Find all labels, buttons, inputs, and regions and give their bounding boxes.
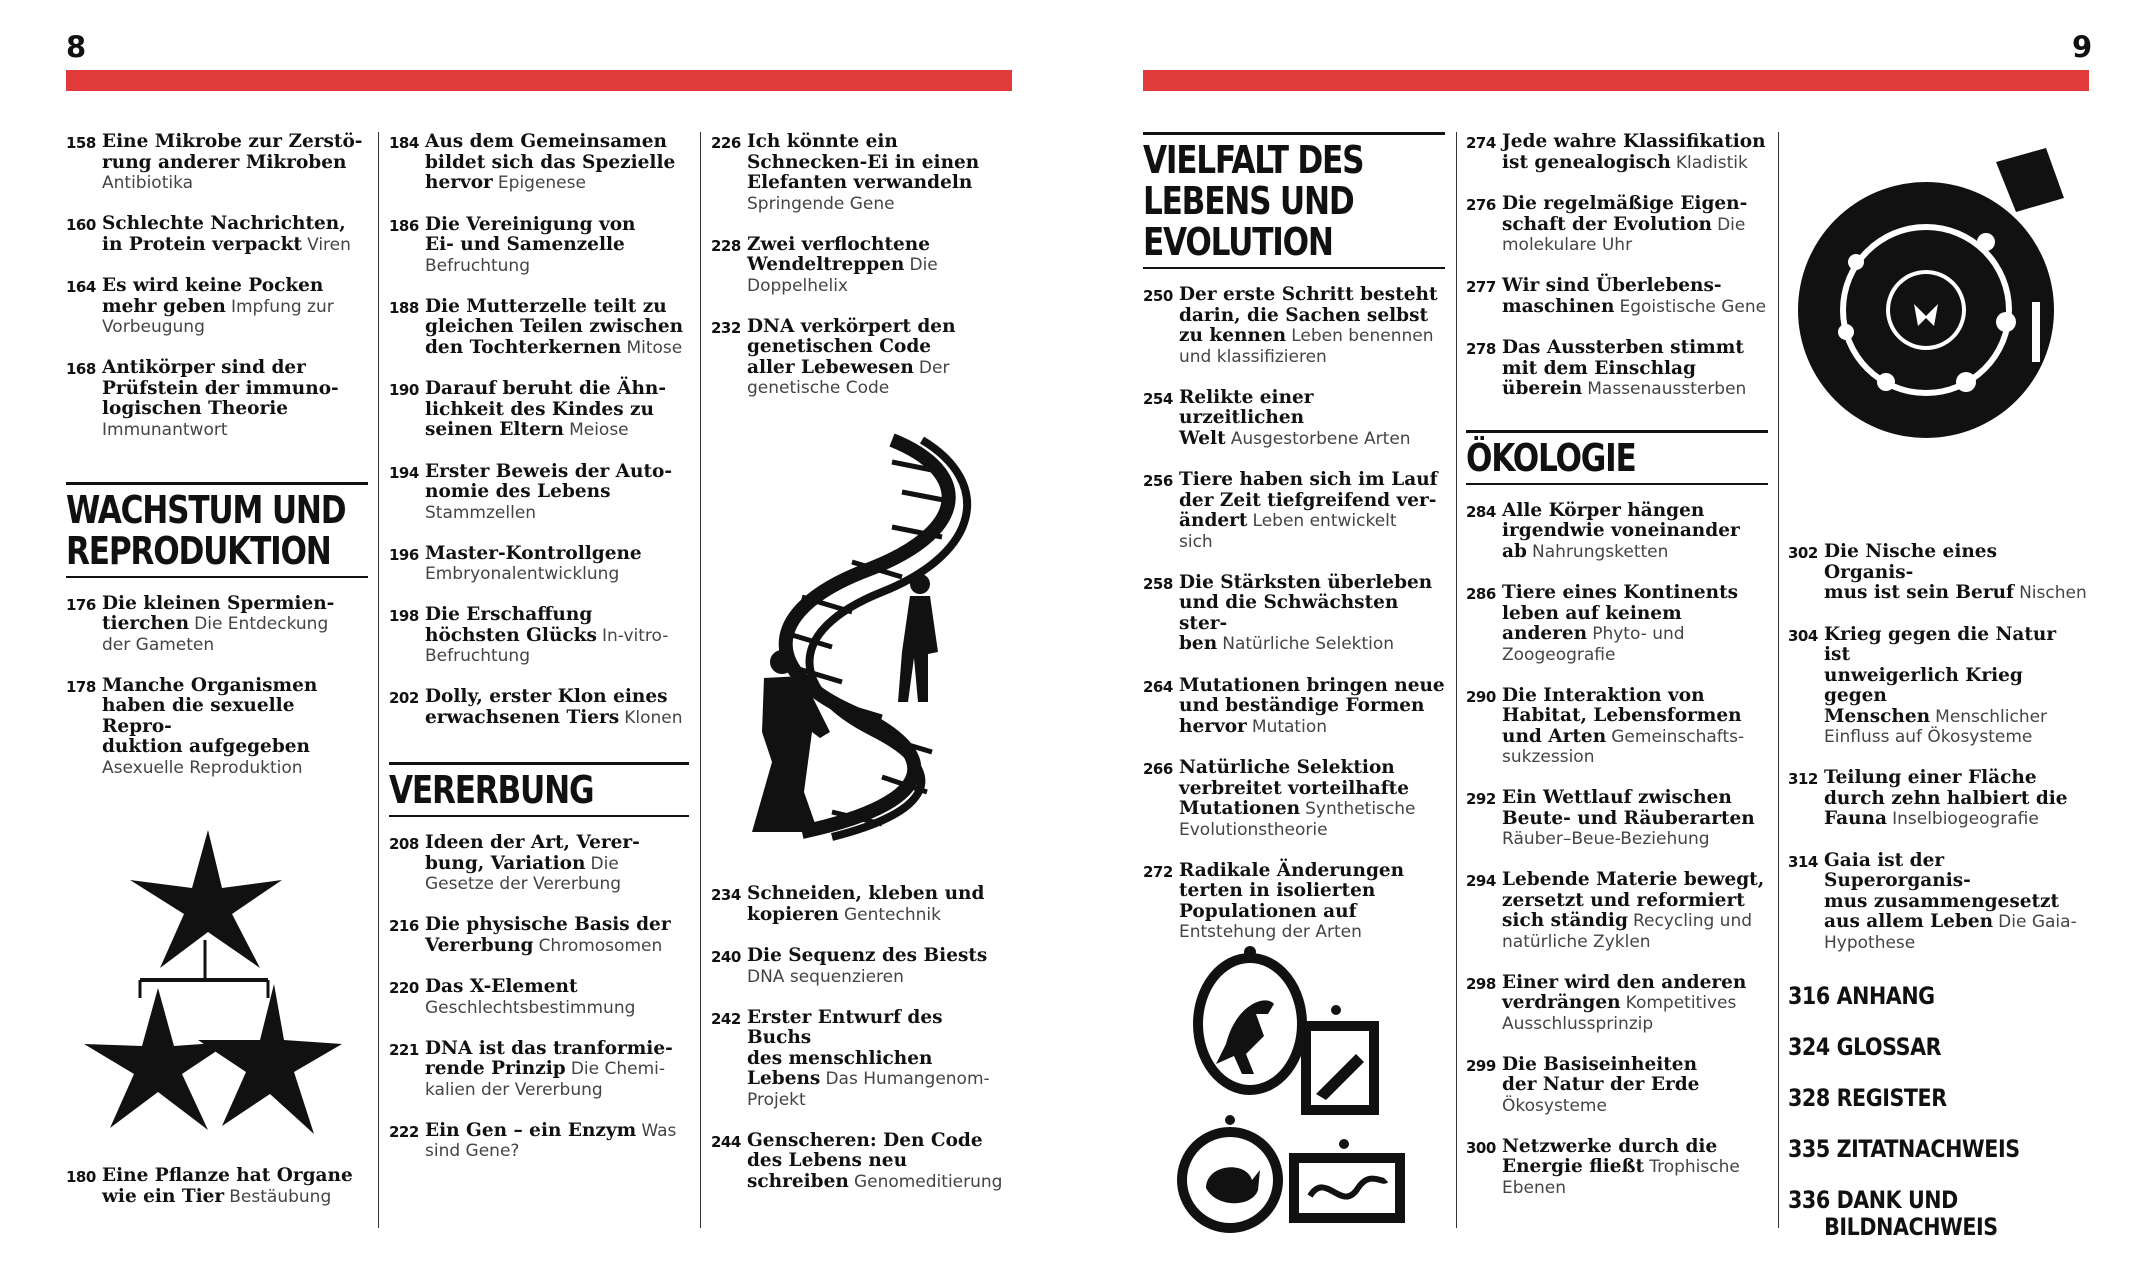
toc-entry-subtitle: Die Doppelhelix <box>747 255 938 296</box>
toc-entry-subtitle: Impfung zur Vorbeugung <box>102 296 334 337</box>
toc-entry-subtitle: Nischen <box>2019 583 2087 603</box>
toc-entry[interactable] <box>1466 973 1768 1034</box>
dna-staircase-illustration <box>742 432 982 842</box>
back-matter-page-number: 328 <box>1788 1083 1830 1112</box>
toc-entry-title: Die Sequenz des Biests <box>747 945 988 966</box>
toc-entry-subtitle: Das Humangenom-Projekt <box>747 1069 990 1110</box>
toc-entry[interactable] <box>1466 870 1768 952</box>
toc-page-number: 198 <box>389 607 419 625</box>
framed-animals-illustration <box>1176 944 1426 1234</box>
toc-page-number: 240 <box>711 948 741 966</box>
toc-page-number: 221 <box>389 1040 419 1059</box>
toc-entry-title: Eine Pflanze hat Organe wie ein Tier <box>102 1165 353 1207</box>
entry-list <box>1143 285 1445 942</box>
toc-entry[interactable] <box>1466 132 1768 173</box>
red-rule-left <box>66 70 1012 91</box>
toc-page-number: 302 <box>1788 544 1818 562</box>
toc-entry-subtitle: Antibiotika <box>102 173 194 193</box>
toc-entry[interactable] <box>1466 686 1768 768</box>
page-number-right: 9 <box>2072 30 2093 64</box>
toc-entry[interactable] <box>1143 676 1445 738</box>
toc-entry-title: Der erste Schritt besteht darin, die Sachen selbst zu kennen <box>1179 284 1438 346</box>
toc-entry-title: Genscheren: Den Code des Lebens neu schreiben <box>747 1129 983 1192</box>
section-heading-vererbung: VERERBUNG <box>389 762 689 817</box>
toc-entry-title: Die kleinen Spermien- tierchen <box>102 592 335 634</box>
toc-entry-subtitle: Menschlicher Einfluss auf Ökosysteme <box>1824 706 2048 747</box>
column-divider <box>700 132 701 1228</box>
toc-page-number: 294 <box>1466 872 1496 890</box>
toc-entry[interactable] <box>1143 285 1445 367</box>
back-matter-list <box>1788 983 2088 1241</box>
toc-entry-title: Ein Gen – ein Enzym <box>425 1119 637 1141</box>
back-matter-label: GLOSSAR <box>1836 1032 1942 1061</box>
toc-entry-subtitle: Ausgestorbene Arten <box>1230 428 1411 449</box>
toc-entry-title: Relikte einer urzeitlichen Welt <box>1179 386 1314 449</box>
toc-entry[interactable] <box>711 235 1011 296</box>
back-matter-entry[interactable] <box>1788 1034 2046 1061</box>
section-heading-wachstum: WACHSTUM UND REPRODUKTION <box>66 482 368 578</box>
toc-entry[interactable] <box>711 132 1011 214</box>
toc-entry-title: Tiere haben sich im Lauf der Zeit tiefgreifend ver- ändert <box>1179 469 1438 531</box>
toc-page-number: 299 <box>1466 1056 1496 1075</box>
toc-entry-title: Es wird keine Pocken mehr geben <box>102 275 324 317</box>
toc-entry-title: Antikörper sind der Prüfstein der immuno- logischen Theorie <box>102 357 339 419</box>
toc-page-number: 284 <box>1466 502 1496 521</box>
column-divider <box>1778 132 1779 1228</box>
toc-entry-subtitle: Nahrungsketten <box>1532 541 1669 562</box>
toc-page-number: 180 <box>66 1168 96 1186</box>
column-1-bottom <box>66 1166 368 1228</box>
toc-entry-title: Einer wird den anderen verdrängen <box>1502 971 1747 1013</box>
toc-entry-subtitle: Springende Gene <box>747 193 895 214</box>
entry-list <box>711 132 1011 398</box>
toc-page-number: 164 <box>66 278 96 296</box>
toc-entry[interactable] <box>389 544 689 585</box>
toc-entry-subtitle: Epigenese <box>497 173 586 193</box>
toc-entry-subtitle: Natürliche Selektion <box>1222 634 1395 654</box>
toc-entry-title: Erster Beweis der Auto- nomie des Lebens <box>425 460 673 502</box>
toc-page-number: 194 <box>389 463 419 482</box>
toc-entry-title: Die regelmäßige Eigen- schaft der Evolution <box>1502 193 1748 235</box>
toc-page-number: 220 <box>389 979 419 997</box>
toc-entry[interactable] <box>711 1008 1011 1110</box>
toc-entry[interactable] <box>66 358 368 440</box>
toc-page-number: 190 <box>389 381 419 399</box>
toc-entry[interactable] <box>66 1166 368 1207</box>
toc-entry-title: Schneiden, kleben und kopieren <box>747 883 985 925</box>
toc-entry-subtitle: Egoistische Gene <box>1619 296 1767 317</box>
toc-entry-subtitle: Leben entwickelt sich <box>1179 511 1397 552</box>
toc-entry[interactable] <box>389 1121 689 1162</box>
toc-entry-subtitle: Asexuelle Reproduktion <box>102 757 303 778</box>
toc-page-number: 188 <box>389 298 419 317</box>
toc-entry-title: Manche Organismen haben die sexuelle Repro- duktion aufgegeben <box>102 674 318 757</box>
back-matter-label-line2: BILDNACHWEIS <box>1824 1212 1998 1241</box>
toc-entry-title: Die Mutterzelle teilt zu gleichen Teilen zwischen den Tochterkernen <box>425 295 684 358</box>
toc-page-number: 244 <box>711 1132 741 1151</box>
toc-entry[interactable] <box>389 915 689 956</box>
toc-entry-subtitle: Mitose <box>626 337 683 358</box>
toc-page-number: 216 <box>389 917 419 935</box>
entry-list <box>389 833 689 1161</box>
toc-page-number: 258 <box>1143 574 1173 593</box>
toc-page-number: 160 <box>66 216 96 234</box>
toc-page-number: 276 <box>1466 196 1496 214</box>
toc-page-number: 266 <box>1143 760 1173 778</box>
toc-entry[interactable] <box>1788 768 2088 830</box>
toc-entry[interactable] <box>66 276 368 337</box>
back-matter-entry[interactable] <box>1788 1085 2046 1112</box>
toc-page-number: 158 <box>66 134 96 152</box>
toc-page-number: 277 <box>1466 278 1496 296</box>
toc-entry[interactable] <box>389 132 689 194</box>
toc-entry-subtitle: Phyto- und Zoogeografie <box>1502 624 1685 665</box>
toc-entry-title: Die Basiseinheiten der Natur der Erde <box>1502 1053 1700 1095</box>
toc-entry[interactable] <box>66 214 368 255</box>
toc-entry-subtitle: Der genetische Code <box>747 357 950 398</box>
toc-entry[interactable] <box>66 132 368 193</box>
toc-entry-title: Die physische Basis der Vererbung <box>425 914 671 956</box>
toc-entry-subtitle: DNA sequenzieren <box>747 966 904 987</box>
entry-list <box>1466 132 1768 400</box>
toc-entry[interactable] <box>1143 573 1445 655</box>
toc-entry-title: Die Erschaffung höchsten Glücks <box>425 604 597 646</box>
toc-entry-subtitle: Viren <box>307 234 351 255</box>
toc-entry-subtitle: Embryonalentwicklung <box>425 564 620 584</box>
toc-entry-subtitle: Synthetische Evolutionstheorie <box>1179 799 1416 840</box>
toc-entry-title: Netzwerke durch die Energie fließt <box>1502 1135 1718 1177</box>
toc-entry[interactable] <box>389 605 689 666</box>
back-matter-page-number: 316 <box>1788 981 1830 1010</box>
toc-page-number: 298 <box>1466 974 1496 993</box>
toc-entry-title: Wir sind Überlebens- maschinen <box>1502 275 1722 317</box>
toc-entry-subtitle: Die Gaia-Hypothese <box>1824 912 2077 953</box>
entry-list <box>66 1166 368 1207</box>
toc-entry-title: Die Vereinigung von Ei- und Samenzelle <box>425 213 636 255</box>
toc-entry-title: Das X-Element <box>425 976 578 997</box>
toc-entry-title: DNA ist das tranformie- rende Prinzip <box>425 1037 673 1079</box>
toc-page-number: 242 <box>711 1009 741 1028</box>
toc-entry-title: Erster Entwurf des Buchs des menschlichen Lebens <box>747 1006 943 1089</box>
toc-entry-title: Alle Körper hängen irgendwie voneinander ab <box>1502 499 1740 562</box>
toc-entry-subtitle: Klonen <box>624 707 683 728</box>
toc-page-number: 232 <box>711 318 741 337</box>
toc-entry-title: Krieg gegen die Natur ist unweigerlich Krieg gegen Menschen <box>1824 623 2057 727</box>
toc-entry-subtitle: Die Gesetze der Vererbung <box>425 853 622 894</box>
toc-page-number: 264 <box>1143 677 1173 696</box>
toc-entry-subtitle: Chromosomen <box>538 935 663 956</box>
toc-entry-title: Die Interaktion von Habitat, Lebensformen und Arten <box>1502 684 1742 747</box>
toc-entry-subtitle: Gentechnik <box>843 904 941 925</box>
back-matter-label: REGISTER <box>1836 1083 1947 1112</box>
toc-entry[interactable] <box>389 297 689 359</box>
back-matter-label: ANHANG <box>1836 981 1935 1010</box>
entry-list <box>1788 542 2088 953</box>
toc-entry-title: Tiere eines Kontinents leben auf keinem anderen <box>1502 582 1739 644</box>
toc-entry-subtitle: Inselbiogeografie <box>1892 809 2039 829</box>
column-5 <box>1466 132 1768 1219</box>
toc-page-number: 228 <box>711 236 741 255</box>
column-4 <box>1143 132 1445 963</box>
toc-page-number: 256 <box>1143 472 1173 490</box>
toc-entry-title: Jede wahre Klassifikation ist genealogisch <box>1502 131 1766 173</box>
toc-entry-subtitle: Die Chemi- kalien der Vererbung <box>425 1059 666 1100</box>
toc-entry-subtitle: Genomeditierung <box>853 1171 1003 1192</box>
toc-page-number: 304 <box>1788 626 1818 645</box>
toc-entry[interactable] <box>1788 542 2088 604</box>
toc-entry[interactable] <box>389 687 689 728</box>
column-3-bottom <box>711 884 1011 1213</box>
column-divider <box>378 132 379 1228</box>
toc-page-number: 176 <box>66 595 96 614</box>
toc-entry[interactable] <box>66 594 368 655</box>
toc-entry-subtitle: Was sind Gene? <box>425 1120 677 1161</box>
toc-entry-title: Mutationen bringen neue und beständige Formen hervor <box>1179 674 1445 737</box>
toc-entry-title: Die Nische eines Organis- mus ist sein Beruf <box>1824 541 2014 603</box>
toc-entry-subtitle: Immunantwort <box>102 419 228 440</box>
toc-page-number: 300 <box>1466 1138 1496 1157</box>
page-number-left: 8 <box>66 30 87 64</box>
toc-entry[interactable] <box>1466 501 1768 563</box>
toc-entry-subtitle: Kompetitives Ausschlussprinzip <box>1502 993 1737 1034</box>
toc-entry[interactable] <box>1466 1137 1768 1198</box>
toc-entry-title: Eine Mikrobe zur Zerstö- rung anderer Mikroben <box>102 131 363 173</box>
toc-page-number: 196 <box>389 545 419 564</box>
toc-entry-subtitle: Die molekulare Uhr <box>1502 214 1746 255</box>
back-matter-entry[interactable] <box>1788 983 2046 1010</box>
toc-page-number: 290 <box>1466 687 1496 706</box>
toc-entry-subtitle: Leben benennen und klassifizieren <box>1179 326 1434 367</box>
toc-entry[interactable] <box>389 1039 689 1100</box>
toc-page-number: 250 <box>1143 287 1173 305</box>
toc-entry-title: Radikale Änderungen terten in isolierten Populationen auf <box>1179 859 1405 922</box>
toc-entry[interactable] <box>389 215 689 276</box>
toc-entry-title: Gaia ist der Superorganis- mus zusammengesetzt aus allem Leben <box>1824 849 2060 932</box>
column-3 <box>711 132 1011 419</box>
back-matter-label: DANK UND <box>1836 1185 1958 1214</box>
toc-entry[interactable] <box>1143 470 1445 552</box>
toc-entry[interactable] <box>389 977 689 1018</box>
toc-entry[interactable] <box>1466 276 1768 317</box>
puzzle-circle-illustration <box>1796 132 2074 450</box>
starfish-mobile-illustration <box>70 818 360 1148</box>
toc-entry[interactable] <box>711 317 1011 399</box>
toc-entry-title: Master-Kontrollgene <box>425 542 642 564</box>
toc-entry-title: DNA verkörpert den genetischen Code aller Lebewesen <box>747 315 956 378</box>
column-divider <box>1456 132 1457 1228</box>
entry-list <box>66 594 368 778</box>
toc-entry-subtitle: Mutation <box>1251 716 1327 737</box>
section-heading-vielfalt: VIELFALT DES LEBENS UND EVOLUTION <box>1143 132 1445 269</box>
toc-entry-subtitle: Trophische Ebenen <box>1502 1157 1740 1198</box>
toc-entry-subtitle: Stammzellen <box>425 502 537 523</box>
back-matter-label: ZITATNACHWEIS <box>1836 1134 2020 1163</box>
toc-entry-subtitle: Recycling und natürliche Zyklen <box>1502 911 1753 952</box>
toc-entry-title: Zwei verflochtene Wendeltreppen <box>747 233 930 275</box>
toc-entry-subtitle: Entstehung der Arten <box>1179 922 1362 942</box>
toc-entry[interactable] <box>1788 851 2088 953</box>
toc-entry-title: Teilung einer Fläche durch zehn halbiert die Fauna <box>1824 767 2068 829</box>
toc-page-number: 222 <box>389 1122 419 1141</box>
toc-page-number: 186 <box>389 216 419 235</box>
toc-entry[interactable] <box>389 833 689 894</box>
back-matter-entry[interactable] <box>1788 1136 2046 1163</box>
toc-entry-title: Ein Wettlauf zwischen Beute- und Räuberarten <box>1502 787 1755 829</box>
toc-entry-subtitle: Gemeinschafts- sukzession <box>1502 726 1745 767</box>
toc-page-number: 278 <box>1466 340 1496 358</box>
toc-entry-subtitle: Meiose <box>569 420 629 440</box>
toc-entry[interactable] <box>711 1131 1011 1193</box>
toc-entry-subtitle: Massenaussterben <box>1587 379 1747 399</box>
toc-page-number: 208 <box>389 835 419 853</box>
entry-list <box>1466 501 1768 1198</box>
toc-page-number: 202 <box>389 689 419 707</box>
toc-page-number: 274 <box>1466 134 1496 152</box>
toc-entry-subtitle: Geschlechtsbestimmung <box>425 997 636 1018</box>
toc-entry-subtitle: Die Entdeckung der Gameten <box>102 614 329 655</box>
toc-page-number: 314 <box>1788 852 1818 871</box>
column-6 <box>1788 542 2088 1265</box>
back-matter-page-number: 336 <box>1788 1185 1830 1214</box>
toc-page-number: 178 <box>66 677 96 696</box>
toc-entry-title: Das Aussterben stimmt mit dem Einschlag überein <box>1502 337 1744 399</box>
toc-entry[interactable] <box>1466 788 1768 849</box>
toc-entry[interactable] <box>66 676 368 778</box>
entry-list <box>389 132 689 728</box>
toc-entry[interactable] <box>1466 194 1768 255</box>
red-rule-right <box>1143 70 2089 91</box>
back-matter-page-number: 335 <box>1788 1134 1830 1163</box>
entry-list <box>66 132 368 440</box>
column-2 <box>389 132 689 1182</box>
toc-entry-title: Dolly, erster Klon eines erwachsenen Tiers <box>425 686 668 728</box>
toc-entry-title: Ideen der Art, Verer- bung, Variation <box>425 832 640 874</box>
toc-page-number: 292 <box>1466 790 1496 808</box>
toc-entry[interactable] <box>1466 583 1768 665</box>
toc-page-number: 226 <box>711 134 741 152</box>
toc-page-number: 234 <box>711 886 741 904</box>
column-1 <box>66 132 368 799</box>
back-matter-entry[interactable] <box>1788 1187 2046 1241</box>
toc-entry[interactable] <box>1143 861 1445 943</box>
toc-entry[interactable] <box>1466 1055 1768 1116</box>
toc-entry-title: Aus dem Gemeinsamen bildet sich das Spezielle hervor <box>425 131 676 193</box>
entry-list <box>711 884 1011 1192</box>
toc-entry[interactable] <box>1143 758 1445 840</box>
toc-entry-subtitle: Kladistik <box>1675 152 1748 173</box>
toc-entry[interactable] <box>1466 338 1768 400</box>
toc-entry-subtitle: Bestäubung <box>229 1186 332 1207</box>
toc-entry[interactable] <box>389 462 689 523</box>
toc-page-number: 254 <box>1143 389 1173 408</box>
toc-entry[interactable] <box>711 946 1011 987</box>
toc-page-number: 312 <box>1788 770 1818 788</box>
toc-entry-subtitle: Befruchtung <box>425 255 530 276</box>
toc-page-number: 272 <box>1143 862 1173 881</box>
toc-entry[interactable] <box>1788 625 2088 748</box>
toc-entry[interactable] <box>1143 388 1445 450</box>
toc-entry-title: Die Stärksten überleben und die Schwächsten ster- ben <box>1179 571 1433 654</box>
section-heading-oekologie: ÖKOLOGIE <box>1466 430 1768 485</box>
toc-entry-subtitle: Ökosysteme <box>1502 1095 1607 1116</box>
toc-page-number: 168 <box>66 360 96 378</box>
toc-page-number: 184 <box>389 134 419 152</box>
toc-entry-subtitle: In-vitro-Befruchtung <box>425 625 669 666</box>
toc-entry[interactable] <box>711 884 1011 925</box>
toc-entry-title: Darauf beruht die Ähn- lichkeit des Kindes zu seinen Eltern <box>425 378 667 440</box>
toc-entry-title: Ich könnte ein Schnecken-Ei in einen Elefanten verwandeln <box>747 131 980 193</box>
toc-entry-title: Schlechte Nachrichten, in Protein verpackt <box>102 213 346 255</box>
toc-entry-title: Natürliche Selektion verbreitet vorteilhafte Mutationen <box>1179 757 1409 819</box>
back-matter-page-number: 324 <box>1788 1032 1830 1061</box>
toc-entry[interactable] <box>389 379 689 441</box>
toc-entry-subtitle: Räuber–Beue-Beziehung <box>1502 829 1710 849</box>
toc-page-number: 286 <box>1466 585 1496 603</box>
toc-entry-title: Lebende Materie bewegt, zersetzt und reformiert sich ständig <box>1502 869 1765 931</box>
